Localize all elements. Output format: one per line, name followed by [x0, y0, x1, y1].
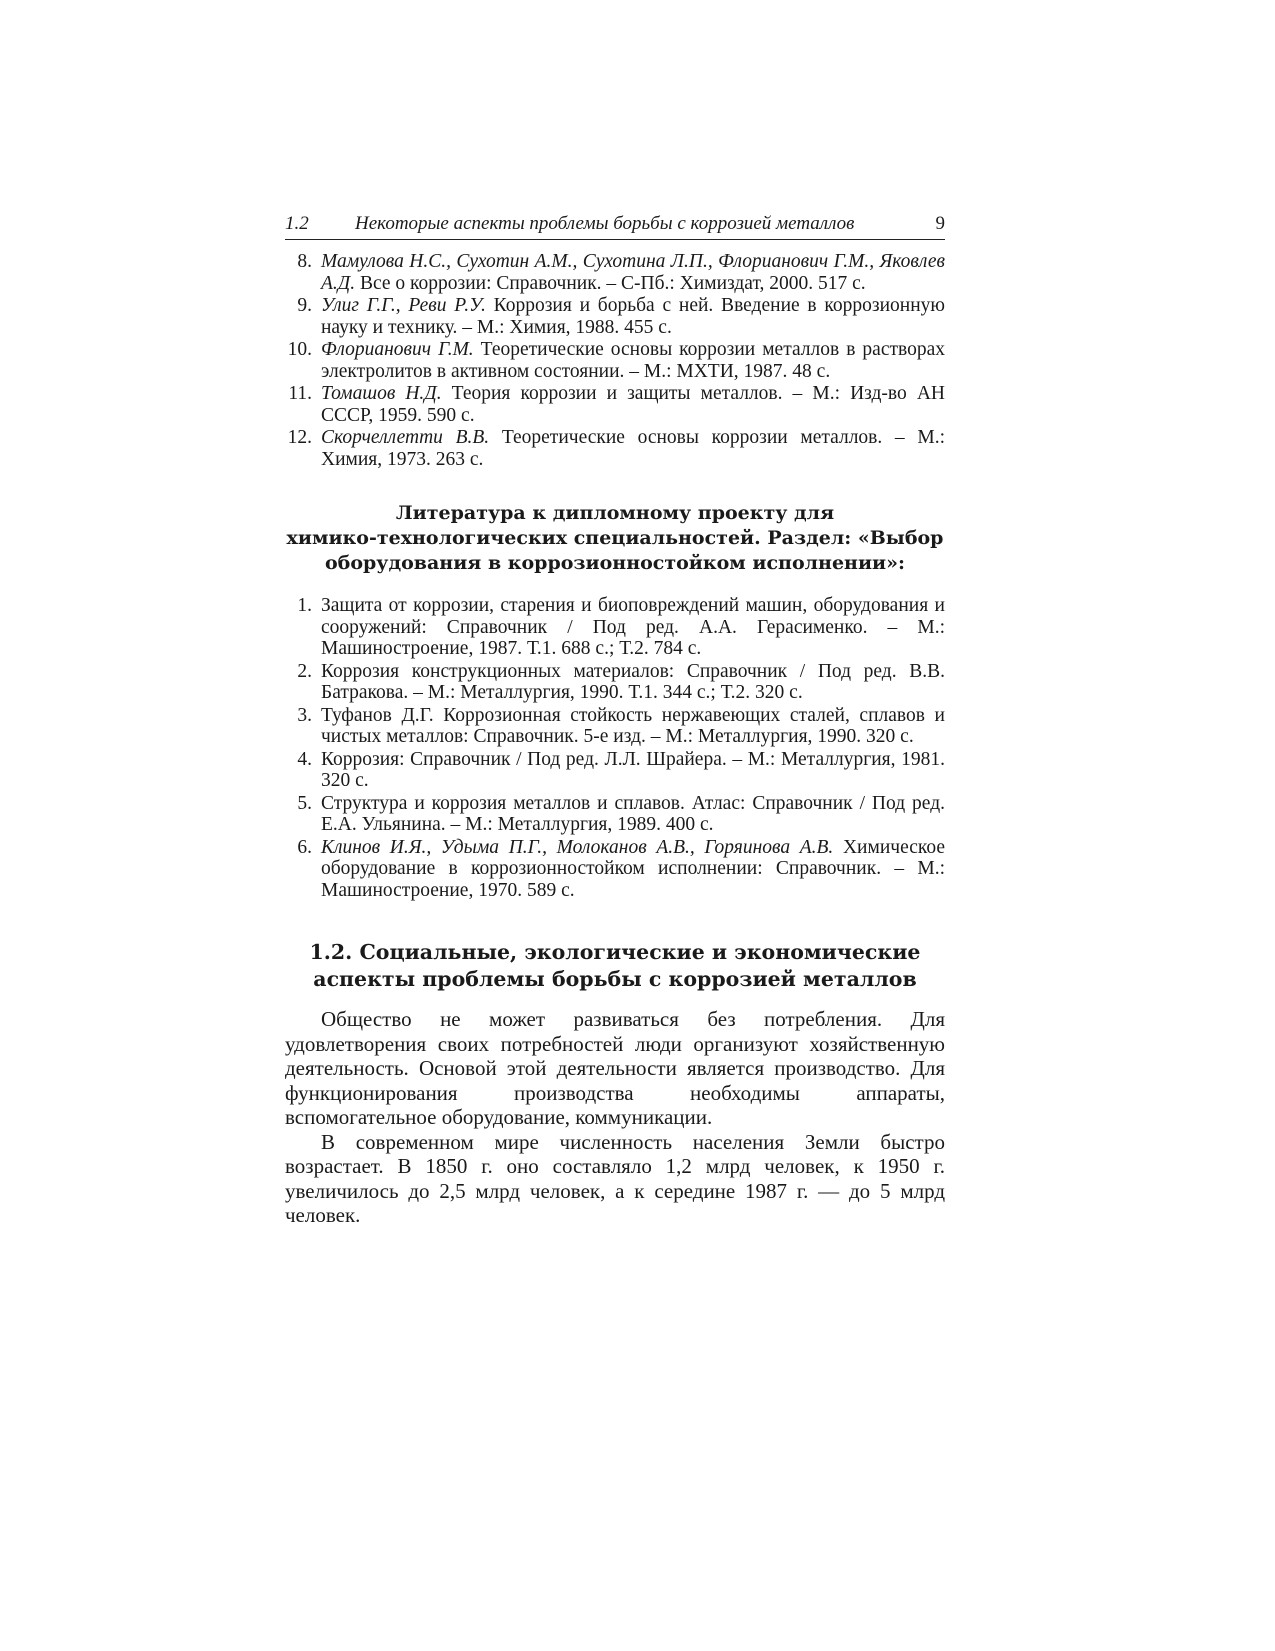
reference-number: 8. [297, 251, 312, 272]
reference-item [285, 383, 945, 426]
reference-list-main [285, 251, 945, 470]
reference-text: Теория коррозии и защиты металлов. – М.: Изд-во АН СССР, 1959. 590 с. [321, 383, 945, 426]
reference-item [285, 427, 945, 470]
reference-number: 11. [288, 383, 312, 404]
reference-authors: Флорианович Г.М. [321, 339, 474, 360]
reference-item [285, 705, 945, 748]
reference-number: 5. [297, 792, 312, 814]
paragraph: В современном мире численность населения Земли быстро возрастает. В 1850 г. оно составляло 1,2 млрд человек, к 1950 г. увеличилось до 2,5 млрд человек, а к середине 1987 г. — до 5 млрд человек. [285, 1129, 945, 1227]
reference-text: Все о коррозии: Справочник. – С-Пб.: Химиздат, 2000. 517 с. [355, 272, 866, 294]
reference-text: Коррозия: Справочник / Под ред. Л.Л. Шрайера. – М.: Металлургия, 1981. 320 с. [321, 748, 945, 791]
reference-item [285, 595, 945, 660]
reference-number: 2. [297, 660, 312, 682]
reference-text: Туфанов Д.Г. Коррозионная стойкость нержавеющих сталей, сплавов и чистых металлов: Справочник. 5-е изд. – М.: Металлургия, 1990. 320 с. [321, 704, 945, 747]
reference-authors: Томашов Н.Д. [321, 383, 442, 404]
text-column [285, 213, 945, 1228]
subheading: Литература к дипломному проекту для химико-технологических специальностей. Раздел: «Выбор оборудования в коррозионностойком исполнении»: [286, 502, 944, 574]
reference-number: 4. [297, 748, 312, 770]
reference-number: 9. [297, 295, 312, 316]
body-text [285, 1007, 945, 1228]
reference-text: Теоретические основы коррозии металлов в растворах электролитов в активном состоянии. – М.: МХТИ, 1987. 48 с. [321, 339, 945, 382]
reference-text: Защита от коррозии, старения и биоповреждений машин, оборудования и сооружений: Справочник / Под ред. А.А. Герасименко. – М.: Машиностроение, 1987. Т.1. 688 с.; Т.2. 784 с. [321, 595, 945, 659]
reference-item [285, 339, 945, 382]
reference-text: Структура и коррозия металлов и сплавов. Атлас: Справочник / Под ред. Е.А. Ульянина. – М.: Металлургия, 1989. 400 с. [321, 792, 945, 835]
reference-item [285, 837, 945, 902]
running-head [285, 213, 945, 240]
reference-list-diploma [285, 595, 945, 901]
reference-item [285, 793, 945, 836]
running-head-title: Некоторые аспекты проблемы борьбы с коррозией металлов [355, 213, 855, 234]
reference-number: 12. [287, 427, 312, 448]
reference-number: 1. [297, 595, 312, 616]
reference-number: 3. [297, 704, 312, 726]
reference-authors: Улиг Г.Г., Реви Р.У. [321, 295, 486, 316]
reference-number: 10. [287, 339, 312, 360]
reference-item [285, 295, 945, 338]
reference-text: Коррозия и борьба с ней. Введение в коррозионную науку и технику. – М.: Химия, 1988. 455 с. [321, 295, 945, 338]
page-number: 9 [935, 213, 945, 234]
running-head-section: 1.2 [285, 213, 309, 234]
reference-item [285, 749, 945, 792]
paragraph: Общество не может развиваться без потребления. Для удовлетворения своих потребностей люди организуют хозяйственную деятельность. Основой этой деятельности является производство. Для функционирования производства необходимы аппараты, вспомогательное оборудование, коммуникации. [285, 1007, 945, 1129]
reference-item [285, 251, 945, 294]
reference-text: Химическое оборудование в коррозионностойком исполнении: Справочник. – М.: Машиностроение, 1970. 589 с. [321, 836, 945, 901]
reference-item [285, 661, 945, 704]
reference-authors: Скорчеллетти В.В. [321, 427, 490, 448]
section-heading: 1.2. Социальные, экологические и экономические аспекты проблемы борьбы с коррозией металлов [309, 940, 921, 991]
reference-authors: Мамулова Н.С., Сухотин А.М., Сухотина Л.П., Флорианович Г.М., Яковлев А.Д. [321, 251, 945, 294]
reference-text: Теоретические основы коррозии металлов. – М.: Химия, 1973. 263 с. [321, 427, 945, 470]
reference-number: 6. [297, 836, 312, 858]
reference-authors: Клинов И.Я., Удыма П.Г., Молоканов А.В., Горяинова А.В. [321, 836, 834, 858]
reference-text: Коррозия конструкционных материалов: Справочник / Под ред. В.В. Батракова. – М.: Металлургия, 1990. Т.1. 344 с.; Т.2. 320 с. [321, 660, 945, 703]
